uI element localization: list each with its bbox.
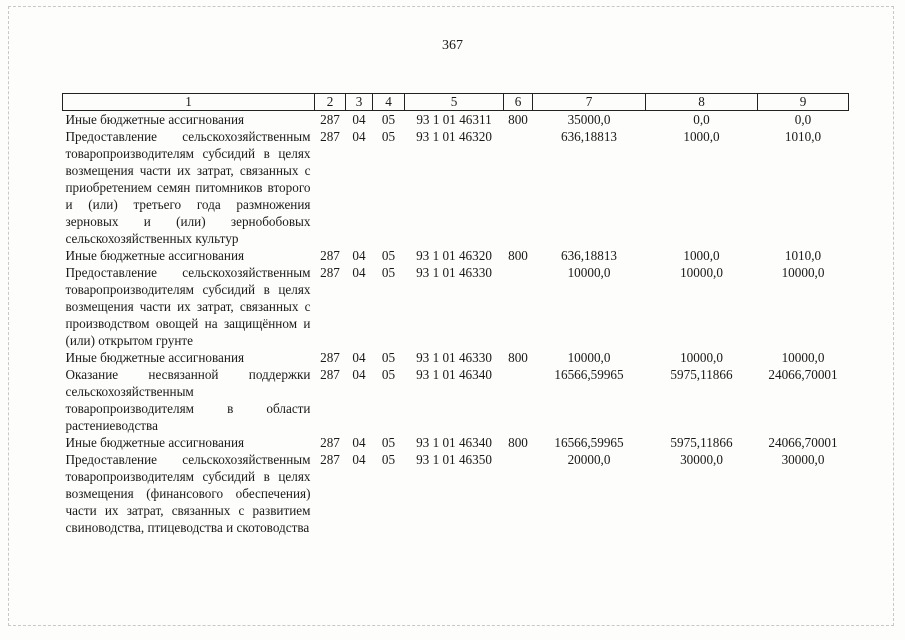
row-code-2: 287	[320, 129, 340, 144]
column-header: 9	[758, 94, 849, 111]
table-row	[63, 366, 849, 434]
row-value-7: 35000,0	[567, 112, 611, 127]
row-code-2: 287	[320, 112, 340, 127]
row-code-3: 04	[352, 265, 366, 280]
row-value-7: 636,18813	[560, 129, 618, 144]
table-header-row	[63, 94, 849, 111]
row-value-9: 24066,70001	[768, 367, 838, 382]
row-value-8: 5975,11866	[670, 367, 733, 382]
row-code-5: 93 1 01 46340	[416, 367, 492, 382]
page-number: 367	[442, 38, 463, 53]
row-value-9: 0,0	[794, 112, 812, 127]
row-code-4: 05	[381, 265, 396, 280]
row-name: Иные бюджетные ассигнования	[65, 248, 245, 263]
row-name: Предоставление сельскохозяйственным товаропроизводителям субсидий в целях возмещения (финансового обеспечения) части их затрат, связанных с развитием свиноводства, птицеводства и скотоводства	[65, 452, 311, 535]
row-code-6	[504, 366, 533, 434]
row-code-5: 93 1 01 46330	[416, 265, 492, 280]
row-code-2: 287	[320, 435, 340, 450]
column-header: 3	[346, 94, 373, 111]
budget-table-container	[62, 93, 848, 536]
row-value-7: 10000,0	[567, 265, 611, 280]
row-value-7: 20000,0	[567, 452, 611, 467]
row-code-4: 05	[381, 129, 396, 144]
row-value-7: 636,18813	[560, 248, 618, 263]
row-code-6	[504, 451, 533, 536]
row-code-3: 04	[352, 350, 366, 365]
row-code-4: 05	[381, 350, 396, 365]
row-code-3: 04	[352, 367, 366, 382]
row-code-3: 04	[352, 129, 366, 144]
table-row	[63, 111, 849, 129]
row-code-4: 05	[381, 435, 396, 450]
row-code-2: 287	[320, 248, 340, 263]
row-code-2: 287	[320, 265, 340, 280]
row-value-8: 10000,0	[680, 350, 723, 365]
row-code-6: 800	[508, 112, 528, 127]
column-header: 2	[315, 94, 346, 111]
row-code-5: 93 1 01 46320	[416, 248, 492, 263]
row-code-2: 287	[320, 367, 340, 382]
table-row	[63, 264, 849, 349]
row-code-6	[504, 264, 533, 349]
row-value-9: 24066,70001	[768, 435, 838, 450]
column-header: 1	[63, 94, 315, 111]
row-code-3: 04	[352, 248, 366, 263]
row-value-8: 5975,11866	[670, 435, 733, 450]
row-code-5: 93 1 01 46320	[416, 129, 492, 144]
row-value-9: 1010,0	[784, 248, 822, 263]
row-code-5: 93 1 01 46311	[416, 112, 492, 127]
row-code-3: 04	[352, 112, 366, 127]
row-name: Иные бюджетные ассигнования	[65, 435, 245, 450]
row-code-4: 05	[381, 452, 396, 467]
row-value-9: 1010,0	[784, 129, 822, 144]
row-value-7: 16566,59965	[554, 367, 624, 382]
row-name: Иные бюджетные ассигнования	[65, 112, 245, 127]
row-value-9: 10000,0	[781, 265, 825, 280]
table-row	[63, 128, 849, 247]
column-header: 7	[533, 94, 646, 111]
column-header: 5	[405, 94, 504, 111]
row-code-6	[504, 128, 533, 247]
row-code-6: 800	[508, 435, 528, 450]
table-row	[63, 451, 849, 536]
row-code-6: 800	[508, 248, 528, 263]
row-name: Предоставление сельскохозяйственным товаропроизводителям субсидий в целях возмещения части их затрат, связанных с приобретением семян питомников второго и (или) третьего года размножения зерновых и (или) зернобобовых сельскохозяйственных культур	[65, 129, 311, 246]
row-value-8: 0,0	[693, 112, 710, 127]
column-header: 4	[373, 94, 405, 111]
row-value-8: 1000,0	[683, 248, 720, 263]
row-code-5: 93 1 01 46340	[416, 435, 492, 450]
row-value-9: 10000,0	[781, 350, 825, 365]
table-row	[63, 349, 849, 366]
row-value-8: 10000,0	[680, 265, 723, 280]
row-value-8: 1000,0	[683, 129, 720, 144]
row-code-2: 287	[320, 350, 340, 365]
row-name: Предоставление сельскохозяйственным товаропроизводителям субсидий в целях возмещения части их затрат, связанных с производством овощей на защищённом и (или) открытом грунте	[65, 265, 311, 348]
row-code-2: 287	[320, 452, 340, 467]
row-code-3: 04	[352, 452, 366, 467]
row-name: Иные бюджетные ассигнования	[65, 350, 245, 365]
row-code-6: 800	[508, 350, 528, 365]
table-row	[63, 434, 849, 451]
row-value-8: 30000,0	[680, 452, 723, 467]
row-name: Оказание несвязанной поддержки сельскохозяйственным товаропроизводителям в области растениеводства	[65, 367, 311, 433]
row-code-4: 05	[381, 367, 396, 382]
column-header: 8	[646, 94, 758, 111]
row-code-5: 93 1 01 46350	[416, 452, 492, 467]
row-value-9: 30000,0	[781, 452, 825, 467]
row-code-5: 93 1 01 46330	[416, 350, 492, 365]
row-code-3: 04	[352, 435, 366, 450]
row-code-4: 05	[381, 112, 396, 127]
row-value-7: 16566,59965	[554, 435, 624, 450]
row-code-4: 05	[381, 248, 396, 263]
budget-table	[62, 93, 849, 536]
column-header: 6	[504, 94, 533, 111]
table-row	[63, 247, 849, 264]
row-value-7: 10000,0	[567, 350, 611, 365]
